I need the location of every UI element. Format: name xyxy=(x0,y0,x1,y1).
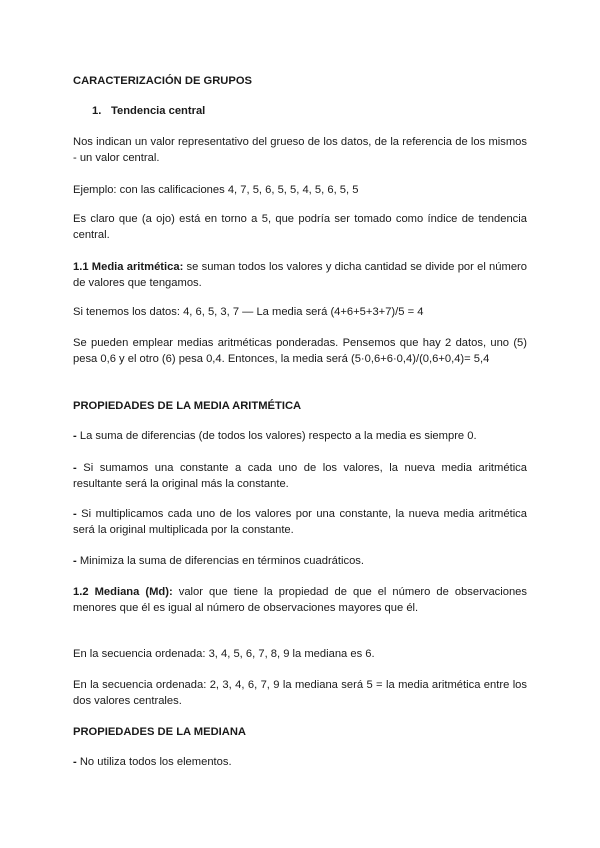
list-item-propiedad-mediana-1 xyxy=(73,754,527,770)
list-dash: - xyxy=(73,555,77,567)
list-item-propiedad-media-1 xyxy=(73,428,527,444)
paragraph-intro: Nos indican un valor representativo del grueso de los datos, de la referencia de los mismos - un valor central. xyxy=(73,136,527,164)
paragraph-observation: Es claro que (a ojo) está en torno a 5, que podría ser tomado como índice de tendencia central. xyxy=(73,213,527,241)
list-item-propiedad-media-2 xyxy=(73,460,527,492)
paragraph-media-example: Si tenemos los datos: 4, 6, 5, 3, 7 — La media será (4+6+5+3+7)/5 = 4 xyxy=(73,306,424,318)
section-title-propiedades-media: PROPIEDADES DE LA MEDIA ARITMÉTICA xyxy=(73,400,302,412)
section-heading-tendencia-central xyxy=(92,103,527,119)
list-dash: - xyxy=(73,508,77,520)
section-number: 1. xyxy=(92,105,102,117)
list-item-text: Minimiza la suma de diferencias en términos cuadráticos. xyxy=(76,555,365,567)
list-item-propiedad-media-3 xyxy=(73,506,527,538)
list-dash: - xyxy=(73,756,77,768)
paragraph-mediana-example-2: En la secuencia ordenada: 2, 3, 4, 6, 7, 9 la mediana será 5 = la media aritmética entre los dos valores centrales. xyxy=(73,679,527,707)
paragraph-mediana-example-1: En la secuencia ordenada: 3, 4, 5, 6, 7, 8, 9 la mediana es 6. xyxy=(73,648,375,660)
document-title: CARACTERIZACIÓN DE GRUPOS xyxy=(73,75,253,87)
list-item-text: Si multiplicamos cada uno de los valores por una constante, la nueva media aritmética será la original multiplicada por la constante. xyxy=(73,508,527,536)
paragraph-example: Ejemplo: con las calificaciones 4, 7, 5, 6, 5, 5, 4, 5, 6, 5, 5 xyxy=(73,184,359,196)
list-item-text: La suma de diferencias (de todos los valores) respecto a la media es siempre 0. xyxy=(76,430,477,442)
paragraph-mediana xyxy=(73,584,527,616)
list-item-propiedad-media-4 xyxy=(73,553,527,569)
media-aritmetica-definition: se suman todos los valores y dicha cantidad se divide por el número de valores que tengamos. xyxy=(73,261,527,289)
media-aritmetica-heading: 1.1 Media aritmética: xyxy=(73,261,184,273)
paragraph-media-aritmetica xyxy=(73,259,527,291)
list-dash: - xyxy=(73,430,77,442)
list-dash: - xyxy=(73,462,77,474)
mediana-definition: valor que tiene la propiedad de que el número de observaciones menores que él es igual al número de observaciones mayores que él. xyxy=(73,586,528,614)
section-title: Tendencia central xyxy=(111,105,206,117)
section-title-propiedades-mediana: PROPIEDADES DE LA MEDIANA xyxy=(73,726,247,738)
mediana-heading: 1.2 Mediana (Md): xyxy=(73,586,173,598)
paragraph-media-ponderada: Se pueden emplear medias aritméticas ponderadas. Pensemos que hay 2 datos, uno (5) pesa 0,6 y el otro (6) pesa 0,4. Entonces, la media será (5·0,6+6·0,4)/(0,6+0,4)= 5,4 xyxy=(73,337,527,365)
list-item-text: No utiliza todos los elementos. xyxy=(76,756,232,768)
list-item-text: Si sumamos una constante a cada uno de los valores, la nueva media aritmética resultante será la original más la constante. xyxy=(73,462,527,490)
